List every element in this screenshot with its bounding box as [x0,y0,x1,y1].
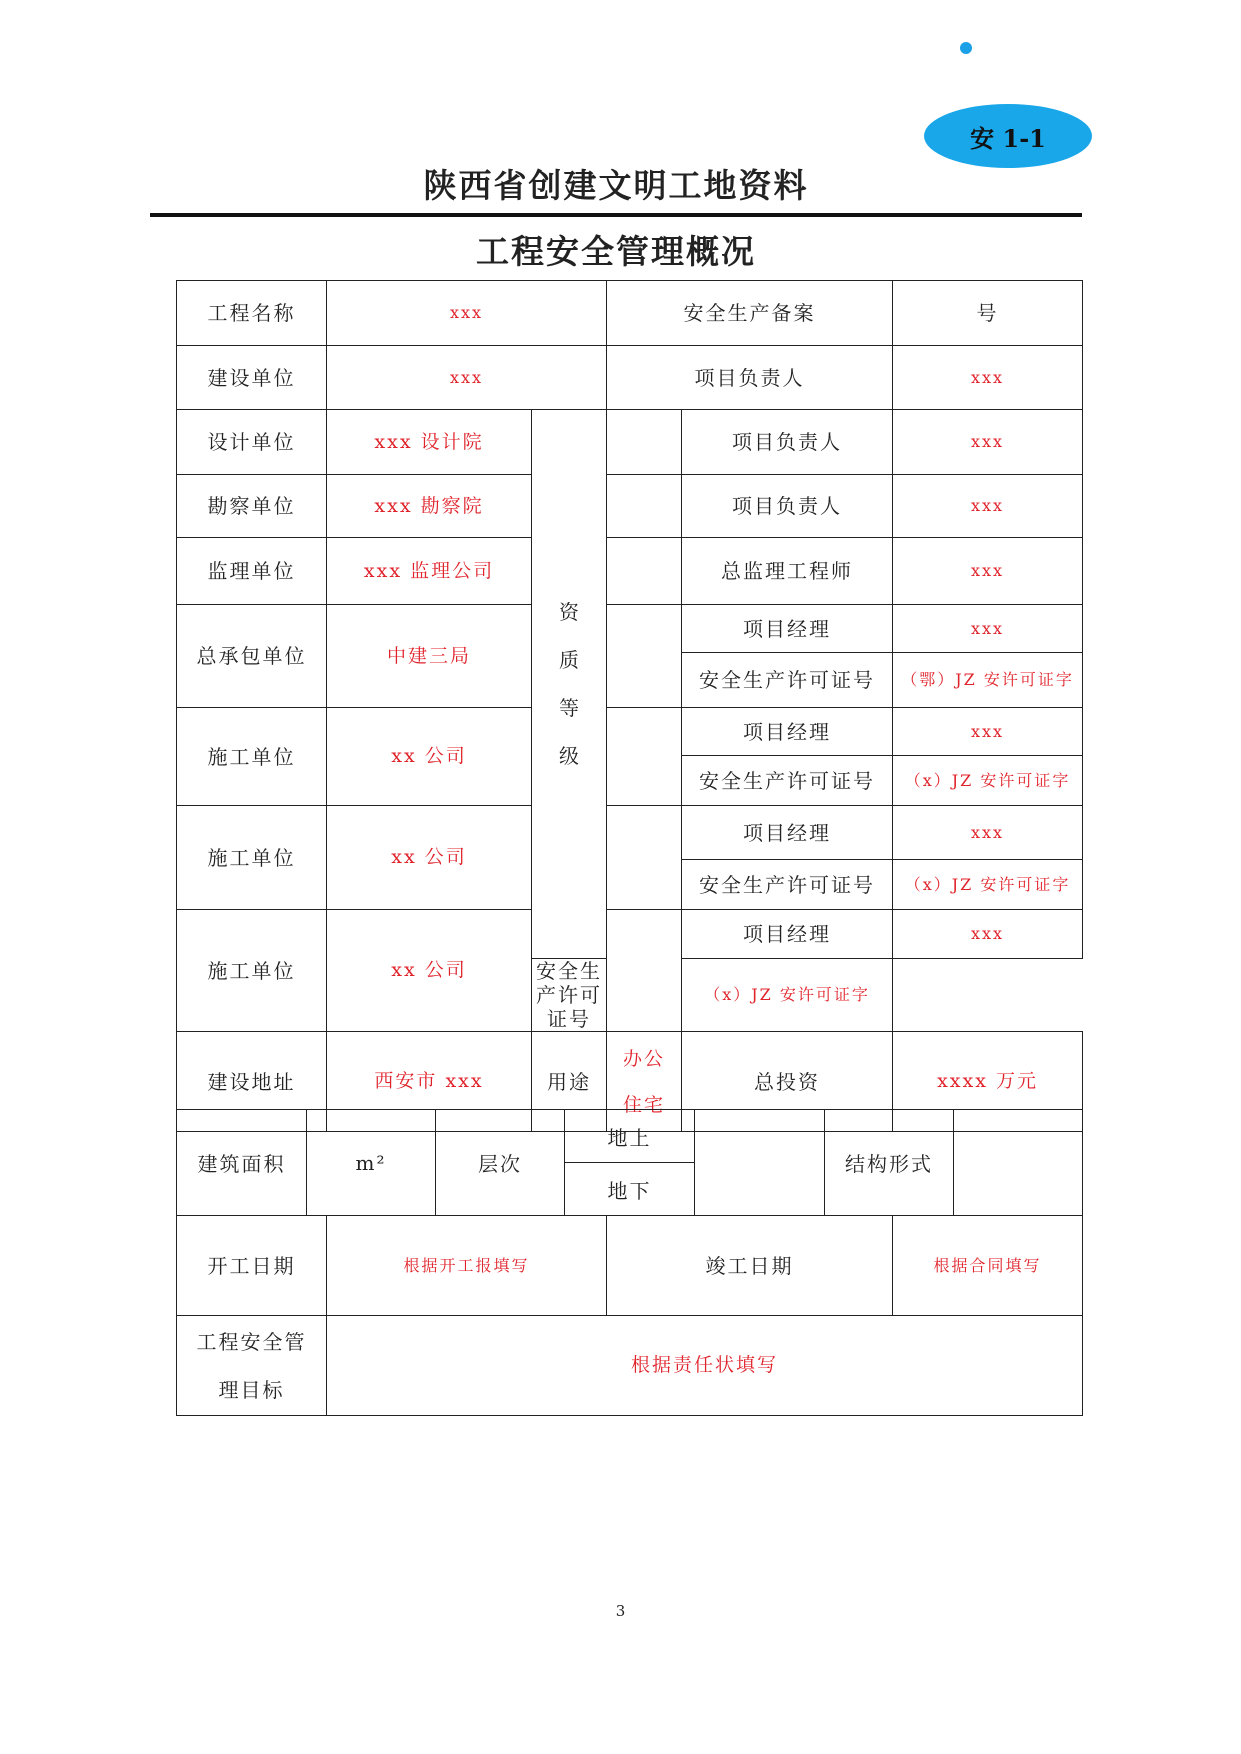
constructor-2-license-value[interactable]: （x）JZ 安许可证字 [893,860,1083,910]
constructor-3-value[interactable]: xx 公司 [327,910,532,1032]
structure-value[interactable] [954,1110,1083,1216]
investment-value[interactable]: xxxx 万元 [893,1032,1083,1132]
client-label: 建设单位 [177,346,327,410]
surveyor-qualification-value[interactable] [607,475,682,538]
constructor-1-manager-value[interactable]: xxx [893,708,1083,756]
client-leader-label: 项目负责人 [607,346,893,410]
above-ground-label: 地上 [565,1110,695,1163]
constructor-3-license-label: 安全生产许可证号 [532,959,607,1032]
project-name-label: 工程名称 [177,281,327,346]
page-number: 3 [615,1602,626,1620]
supervisor-qualification-value[interactable] [607,538,682,605]
end-date-label: 竣工日期 [607,1216,893,1316]
structure-label: 结构形式 [825,1110,954,1216]
safety-goal-label [177,1316,327,1416]
gc-license-value[interactable]: （鄂）JZ 安许可证字 [893,653,1083,708]
floors-label: 层次 [436,1110,565,1216]
safety-goal-value[interactable]: 根据责任状填写 [327,1316,1083,1416]
surveyor-leader-label: 项目负责人 [682,475,893,538]
end-date-value[interactable]: 根据合同填写 [893,1216,1083,1316]
safety-goal-label-line-2: 理目标 [218,1377,285,1402]
general-contractor-value[interactable]: 中建三局 [327,605,532,708]
gc-manager-value[interactable]: xxx [893,605,1083,653]
safety-overview-table [176,280,1083,1132]
constructor-2-license-label: 安全生产许可证号 [682,860,893,910]
constructor-2-manager-label: 项目经理 [682,806,893,860]
designer-label: 设计单位 [177,410,327,475]
use-value-line-1: 办公 [623,1047,666,1070]
supervisor-label: 监理单位 [177,538,327,605]
use-value-line-2: 住宅 [623,1093,666,1116]
constructor-2-value[interactable]: xx 公司 [327,806,532,910]
general-contractor-label: 总承包单位 [177,605,327,708]
constructor-2-qualification-value[interactable] [607,806,682,910]
title-divider [150,213,1082,217]
investment-label: 总投资 [682,1032,893,1132]
general-contractor-qualification-value[interactable] [607,605,682,708]
designer-value[interactable]: xxx 设计院 [327,410,532,475]
surveyor-label: 勘察单位 [177,475,327,538]
safety-record-value[interactable]: 号 [893,281,1083,346]
designer-leader-label: 项目负责人 [682,410,893,475]
below-ground-label: 地下 [565,1163,695,1216]
floors-value[interactable] [695,1110,825,1216]
qualification-label [532,410,607,959]
constructor-3-manager-label: 项目经理 [682,910,893,959]
constructor-1-license-label: 安全生产许可证号 [682,756,893,806]
form-code-badge: 安 1-1 [924,104,1092,168]
designer-leader-value[interactable]: xxx [893,410,1083,475]
constructor-1-value[interactable]: xx 公司 [327,708,532,806]
start-date-value[interactable]: 根据开工报填写 [327,1216,607,1316]
gc-license-label: 安全生产许可证号 [682,653,893,708]
dates-goal-table [176,1215,1083,1416]
area-label: 建筑面积 [177,1110,307,1216]
start-date-label: 开工日期 [177,1216,327,1316]
supervisor-value[interactable]: xxx 监理公司 [327,538,532,605]
surveyor-value[interactable]: xxx 勘察院 [327,475,532,538]
constructor-3-manager-value[interactable]: xxx [893,910,1083,959]
constructor-1-manager-label: 项目经理 [682,708,893,756]
constructor-1-label: 施工单位 [177,708,327,806]
address-label: 建设地址 [177,1032,327,1132]
constructor-3-license-value[interactable]: （x）JZ 安许可证字 [682,959,893,1032]
constructor-3-label: 施工单位 [177,910,327,1032]
decorative-dot [960,42,972,54]
constructor-1-qualification-value[interactable] [607,708,682,806]
constructor-2-manager-value[interactable]: xxx [893,806,1083,860]
address-value[interactable]: 西安市 xxx [327,1032,532,1132]
supervisor-leader-label: 总监理工程师 [682,538,893,605]
surveyor-leader-value[interactable]: xxx [893,475,1083,538]
form-title: 工程安全管理概况 [476,232,756,271]
project-name-value[interactable]: xxx [327,281,607,346]
use-label: 用途 [532,1032,607,1132]
safety-record-label: 安全生产备案 [607,281,893,346]
area-unit: m² [355,1150,387,1175]
building-area-table [176,1109,1083,1216]
safety-goal-label-line-1: 工程安全管 [196,1329,307,1354]
constructor-3-qualification-value[interactable] [607,910,682,1032]
client-value[interactable]: xxx [327,346,607,410]
document-title: 陕西省创建文明工地资料 [423,166,809,205]
client-leader-value[interactable]: xxx [893,346,1083,410]
area-value[interactable] [307,1110,436,1216]
constructor-1-license-value[interactable]: （x）JZ 安许可证字 [893,756,1083,806]
qualification-label-text: 资质等级 [559,600,581,768]
supervisor-leader-value[interactable]: xxx [893,538,1083,605]
gc-manager-label: 项目经理 [682,605,893,653]
designer-qualification-value[interactable] [607,410,682,475]
constructor-2-label: 施工单位 [177,806,327,910]
